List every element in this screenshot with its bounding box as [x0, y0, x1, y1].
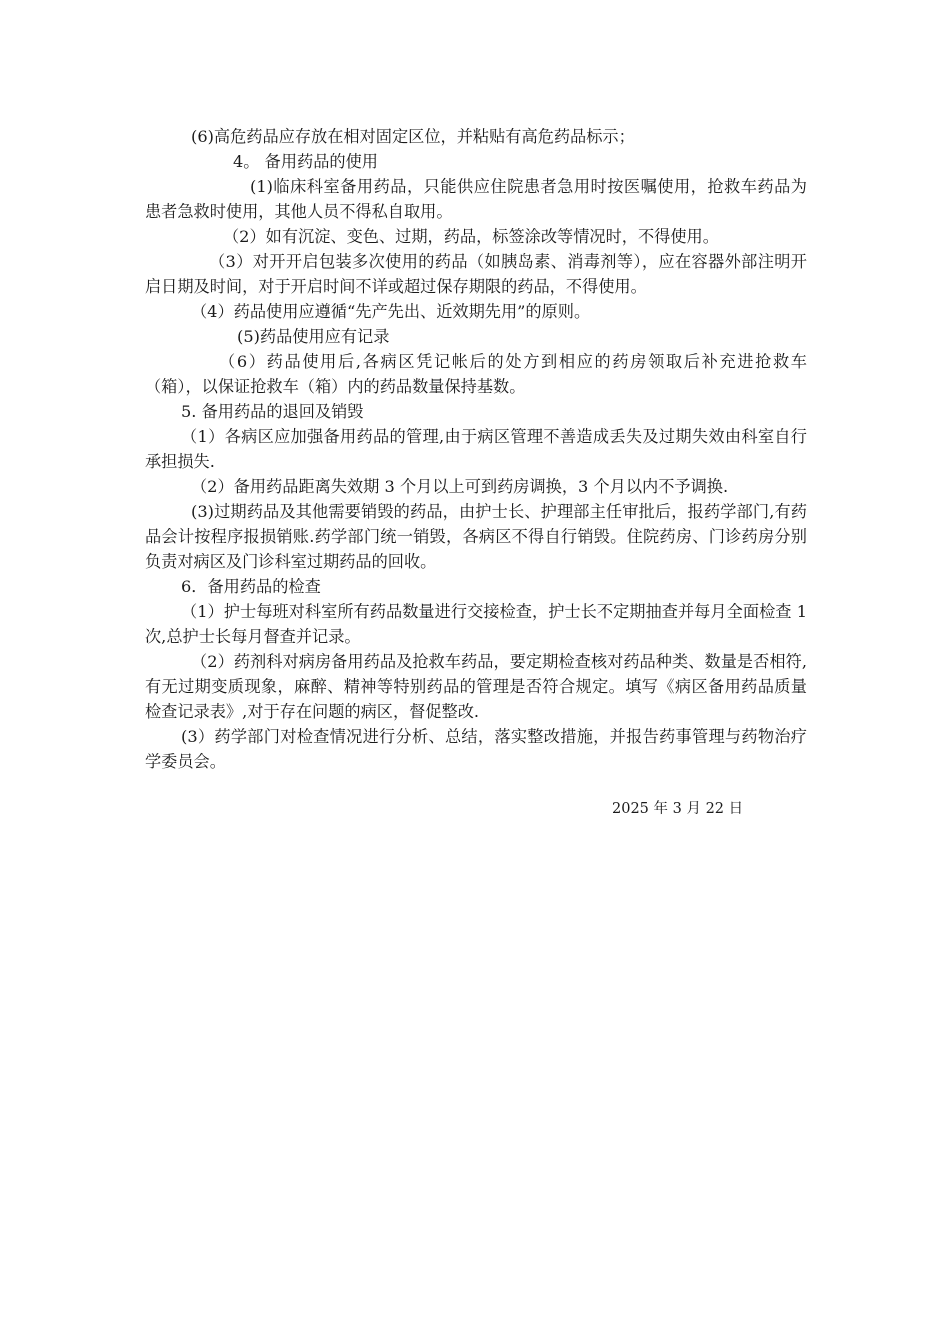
- paragraph-return-3: (3)过期药品及其他需要销毁的药品，由护士长、护理部主任审批后，报药学部门,有药品会计按程序报损销账.药学部门统一销毁，各病区不得自行销毁。住院药房、门诊药房分别负责对病区及门诊科室过期药品的回收。: [145, 502, 807, 571]
- document-date: 2025 年 3 月 22 日: [612, 801, 744, 817]
- section-heading-5: 5. 备用药品的退回及销毁: [181, 402, 364, 421]
- paragraph-high-risk-storage: (6)高危药品应存放在相对固定区位，并粘贴有高危药品标示；: [191, 127, 635, 146]
- paragraph-usage-2: （2）如有沉淀、变色、过期，药品，标签涂改等情况时，不得使用。: [223, 227, 719, 246]
- paragraph-inspection-1: （1）护士每班对科室所有药品数量进行交接检查，护士长不定期抽查并每月全面检查 1 次,总护士长每月督查并记录。: [145, 602, 807, 646]
- paragraph-return-2: （2）备用药品距离失效期 3 个月以上可到药房调换，3 个月以内不予调换.: [191, 477, 729, 496]
- paragraph-inspection-3: (3）药学部门对检查情况进行分析、总结，落实整改措施，并报告药事管理与药物治疗学委员会。: [145, 727, 807, 771]
- document-body: [145, 124, 807, 774]
- paragraph-usage-4: （4）药品使用应遵循“先产先出、近效期先用”的原则。: [191, 302, 591, 321]
- paragraph-inspection-2: （2）药剂科对病房备用药品及抢救车药品，要定期检查核对药品种类、数量是否相符,有无过期变质现象，麻醉、精神等特别药品的管理是否符合规定。填写《病区备用药品质量检查记录表》,对于存在问题的病区，督促整改.: [145, 652, 807, 721]
- paragraph-usage-6: （6）药品使用后,各病区凭记帐后的处方到相应的药房领取后补充进抢救车（箱），以保证抢救车（箱）内的药品数量保持基数。: [145, 352, 807, 396]
- paragraph-usage-3: （3）对开开启包装多次使用的药品（如胰岛素、消毒剂等），应在容器外部注明开启日期及时间，对于开启时间不详或超过保存期限的药品，不得使用。: [145, 252, 807, 296]
- section-heading-6: 6．备用药品的检查: [181, 577, 321, 596]
- paragraph-return-1: （1）各病区应加强备用药品的管理,由于病区管理不善造成丢失及过期失效由科室自行承担损失.: [145, 427, 807, 471]
- section-heading-4: 4。 备用药品的使用: [233, 152, 378, 171]
- paragraph-usage-1: (1)临床科室备用药品，只能供应住院患者急用时按医嘱使用，抢救车药品为患者急救时使用，其他人员不得私自取用。: [145, 177, 807, 221]
- paragraph-usage-5: (5)药品使用应有记录: [237, 327, 390, 346]
